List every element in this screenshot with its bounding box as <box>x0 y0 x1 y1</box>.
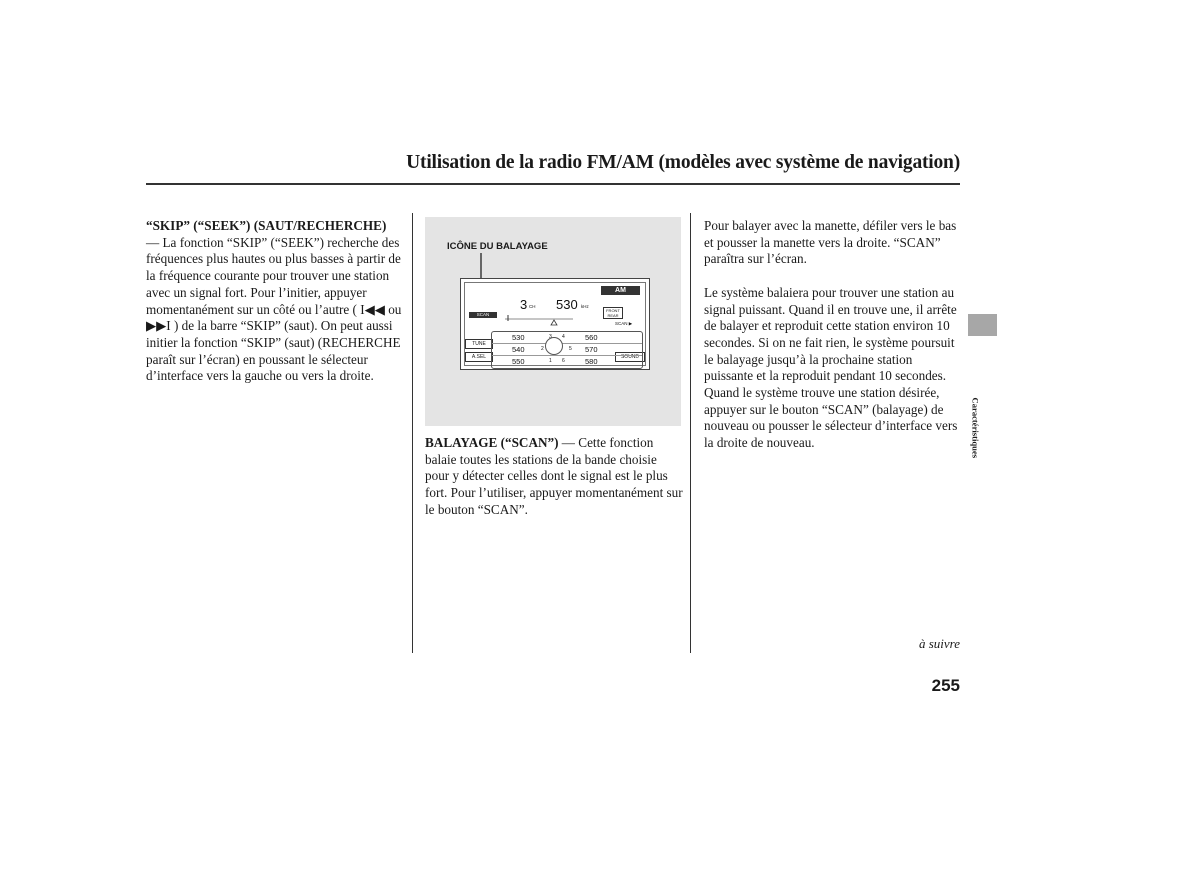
frequency-unit: kHz <box>581 304 589 309</box>
column-divider-right <box>690 213 691 653</box>
section-tab <box>968 314 997 336</box>
preset-num-left-3: 1 <box>549 358 552 364</box>
preset-num-right-3: 6 <box>562 358 565 364</box>
preset-num-right-1: 4 <box>562 334 565 340</box>
tune-button[interactable]: TUNE <box>465 339 493 349</box>
preset-panel <box>491 331 643 369</box>
page-number: 255 <box>931 676 960 695</box>
right-paragraph-2: Le système balaiera pour trouver une station au signal puissant. Quand il en trouve une, il arrête de balayer et reproduit cette station environ 10 secondes. Si on ne fait rien, le système poursuit le balayage jusqu’à la prochaine station puissante et la reproduit pendant 10 secondes. Quand le système trouve une station désirée, appuyer sur le bouton “SCAN” (balayage) de nouveau ou pousser le sélecteur d’interface vers la droite de nouveau. <box>704 284 958 451</box>
skip-seek-body: — La fonction “SKIP” (“SEEK”) recherche des fréquences plus hautes ou plus basses à partir de la fréquence courante pour trouver une station avec un signal fort. Pour l’initier, appuyer momentanément sur un côté ou l’autre ( I◀◀ ou ▶▶I ) de la barre “SKIP” (saut). On peut aussi initier la fonction “SKIP” (saut) (RECHERCHE paraît sur l’écran) en poussant le sélecteur d’interface vers la gauche ou vers la droite. <box>146 234 402 384</box>
scan-heading: BALAYAGE (“SCAN”) <box>425 435 559 450</box>
radio-display-figure <box>425 217 681 426</box>
continued-note: à suivre <box>918 636 960 651</box>
preset-suffix: CH <box>529 304 536 309</box>
frequency-readout: 530 <box>556 297 578 312</box>
audio-screen <box>460 278 650 370</box>
preset-left-3[interactable]: 550 <box>512 357 525 366</box>
scan-indicator-icon: SCAN <box>469 312 497 318</box>
column-divider-left <box>412 213 413 653</box>
selector-knob[interactable] <box>545 337 563 355</box>
header-rule <box>146 183 960 185</box>
preset-right-2[interactable]: 570 <box>585 345 598 354</box>
right-column <box>704 218 960 452</box>
band-indicator: AM <box>601 286 640 295</box>
left-column <box>146 218 404 385</box>
audio-screen-inner <box>464 282 646 366</box>
scan-icon-callout: ICÔNE DU BALAYAGE <box>447 241 548 252</box>
scan-arrow-label: SCAN ▶ <box>615 321 633 326</box>
tuning-scale-icon <box>505 313 575 327</box>
scan-body: — Cette fonction balaie toutes les stations de la bande choisie pour y détecter celles dont le signal est le plus fort. Pour l’utiliser, appuyer momentanément sur le bouton “SCAN”. <box>425 435 683 517</box>
skip-seek-heading: “SKIP” (“SEEK”) (SAUT/RECHERCHE) <box>146 218 387 233</box>
page-title: Utilisation de la radio FM/AM (modèles avec système de navigation) <box>406 152 960 173</box>
preset-left-2[interactable]: 540 <box>512 345 525 354</box>
preset-num-right-2: 5 <box>569 346 572 352</box>
front-rear-indicator: FRONT REAR <box>603 307 623 319</box>
sound-button[interactable]: SOUND <box>615 352 645 362</box>
preset-number: 3 <box>520 297 528 312</box>
preset-num-left-2: 2 <box>541 346 544 352</box>
middle-column <box>425 435 683 519</box>
right-paragraph-1: Pour balayer avec la manette, défiler vers le bas et pousser la manette vers la droite. “SCAN” paraîtra sur l’écran. <box>704 218 957 267</box>
preset-left-1[interactable]: 530 <box>512 333 525 342</box>
asel-button[interactable]: A.SEL <box>465 352 493 362</box>
preset-right-1[interactable]: 560 <box>585 333 598 342</box>
preset-right-3[interactable]: 580 <box>585 357 598 366</box>
